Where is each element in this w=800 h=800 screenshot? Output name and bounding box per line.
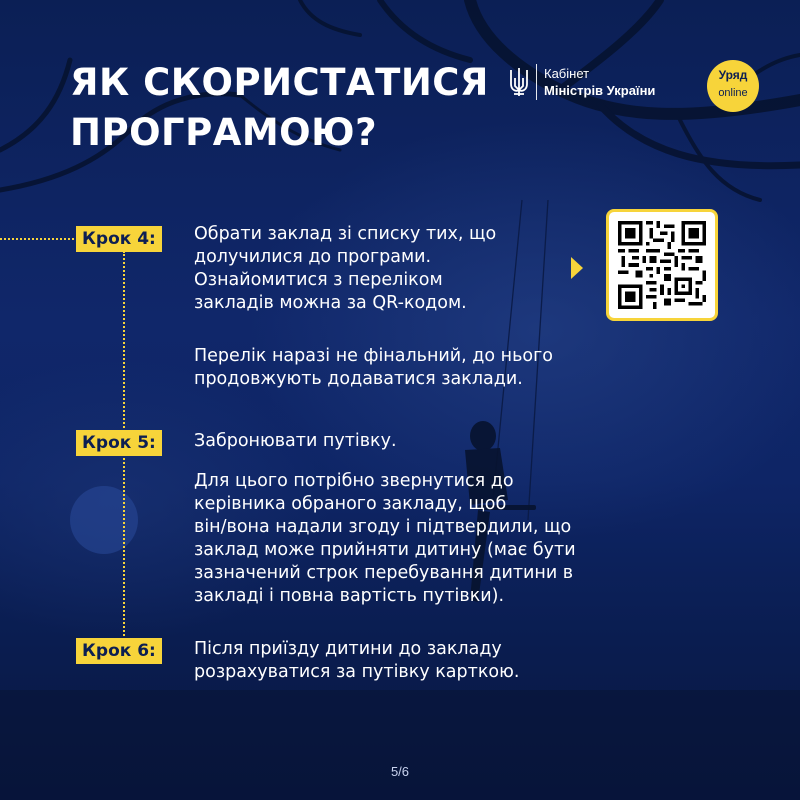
step-5-note-line-5: зазначений строк перебування дитини в	[194, 563, 574, 583]
step-4-line-3: Ознайомитися з переліком	[194, 270, 443, 290]
step-4-note-line-2: продовжують додаватися заклади.	[194, 369, 523, 389]
step-4-note-line-1: Перелік наразі не фінальний, до нього	[194, 346, 554, 366]
step-6-badge: Крок 6:	[76, 638, 162, 664]
cabinet-line-1: Кабінет	[544, 66, 590, 81]
uryad-logo-line-2: online	[718, 87, 748, 99]
uryad-logo-line-1: Уряд	[718, 68, 748, 82]
qr-code-icon[interactable]	[606, 209, 718, 321]
guide-line-horizontal	[0, 238, 78, 240]
step-5-note-line-1: Для цього потрібно звернутися до	[194, 471, 514, 491]
step-4-line-4: закладів можна за QR-кодом.	[194, 293, 467, 313]
cabinet-line-2: Міністрів України	[544, 83, 656, 98]
step-5-note-line-6: закладі і повна вартість путівки).	[194, 586, 505, 606]
step-5-line-1: Забронювати путівку.	[194, 431, 397, 451]
cabinet-logo	[508, 64, 655, 100]
page-title	[70, 58, 500, 158]
step-6-line-2: розрахуватися за путівку карткою.	[194, 662, 520, 682]
step-5-note-line-3: він/вона надали згоду і підтвердили, що	[194, 517, 572, 537]
step-5-note-line-2: керівника обраного закладу, щоб	[194, 494, 507, 514]
title-line-1: ЯК СКОРИСТАТИСЯ	[70, 61, 489, 104]
step-6-text	[194, 638, 519, 684]
trident-icon	[508, 66, 530, 98]
title-line-2: ПРОГРАМОЮ?	[70, 111, 378, 154]
step-5-text	[194, 430, 397, 453]
step-6-line-1: Після приїзду дитини до закладу	[194, 639, 502, 659]
page-number: 5/6	[390, 764, 410, 779]
arrow-right-icon	[570, 256, 584, 280]
step-4-line-1: Обрати заклад зі списку тих, що	[194, 224, 497, 244]
uryad-online-logo	[707, 60, 759, 112]
step-4-line-2: долучилися до програми.	[194, 247, 432, 267]
logo-separator	[536, 64, 537, 100]
step-4-badge: Крок 4:	[76, 226, 162, 252]
step-5-badge: Крок 5:	[76, 430, 162, 456]
cabinet-name	[544, 65, 655, 99]
step-4-note	[194, 345, 553, 391]
step-5-note	[194, 470, 576, 608]
step-5-note-line-4: заклад може прийняти дитину (має бути	[194, 540, 576, 560]
step-4-text	[194, 223, 496, 315]
